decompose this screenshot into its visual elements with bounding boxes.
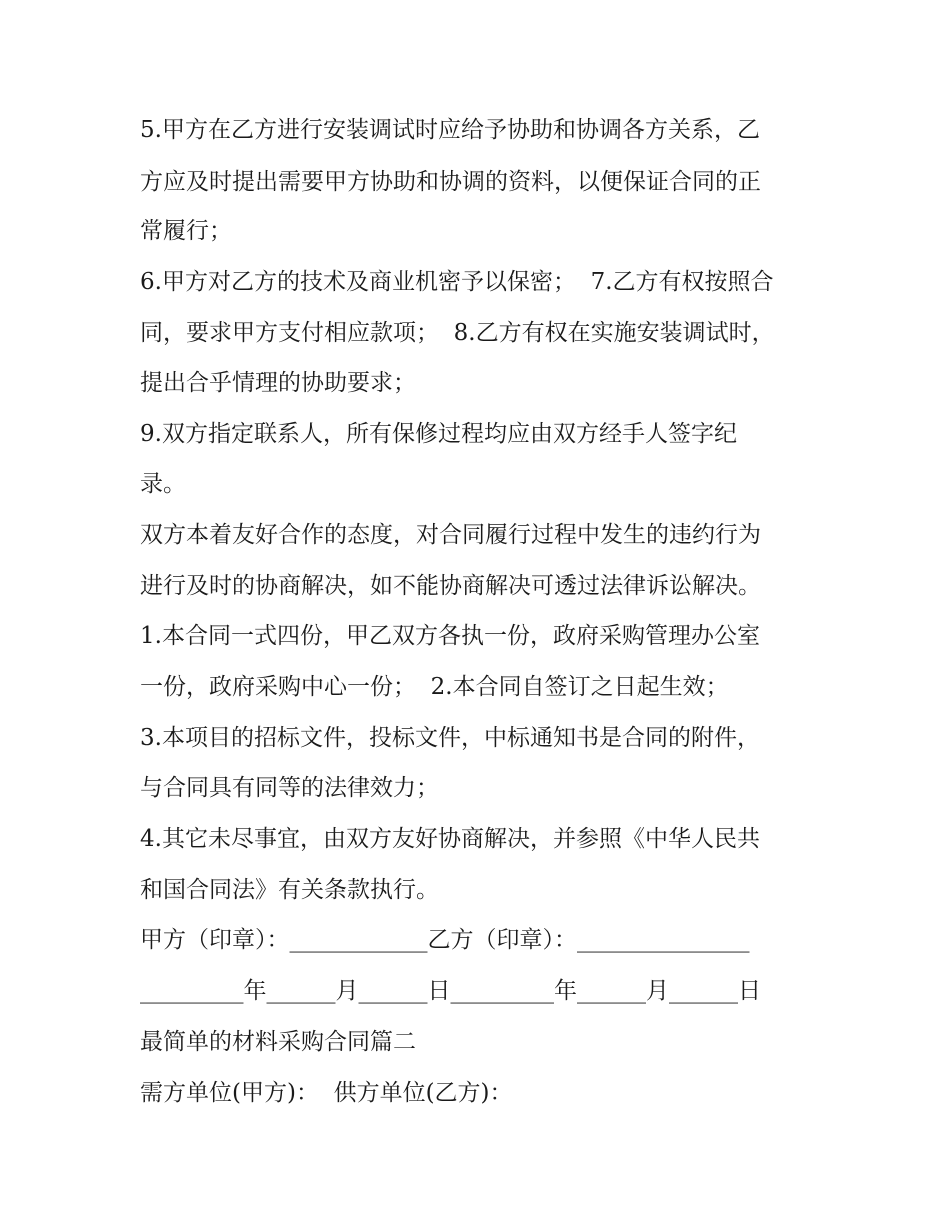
- text-line: 5.甲方在乙方进行安装调试时应给予协助和协调各方关系，乙: [140, 117, 760, 143]
- text-line: 需方单位(甲方)： 供方单位(乙方)：: [140, 1080, 513, 1106]
- text-line: 同，要求甲方支付相应款项； 8.乙方有权在实施安装调试时，: [140, 320, 775, 346]
- text-line: 提出合乎情理的协助要求；: [140, 370, 416, 396]
- text-line: 录。: [140, 471, 186, 497]
- text-line: 6.甲方对乙方的技术及商业机密予以保密； 7.乙方有权按照合: [140, 269, 774, 295]
- date-line: _________年______月______日_________年______月______日: [140, 978, 761, 1004]
- text-line: 进行及时的协商解决，如不能协商解决可透过法律诉讼解决。: [140, 573, 761, 599]
- text-line: 和国合同法》有关条款执行。: [140, 877, 439, 903]
- text-line: 9.双方指定联系人，所有保修过程均应由双方经手人签字纪: [140, 421, 737, 447]
- text-line: 方应及时提出需要甲方协助和协调的资料，以便保证合同的正: [140, 169, 761, 195]
- signature-line: 甲方（印章）：____________乙方（印章）：_______________: [140, 927, 750, 953]
- section-title: 最简单的材料采购合同篇二: [140, 1029, 416, 1055]
- text-line: 1.本合同一式四份，甲乙双方各执一份，政府采购管理办公室: [140, 623, 760, 649]
- text-line: 4.其它未尽事宜，由双方友好协商解决，并参照《中华人民共: [140, 826, 760, 852]
- text-line: 常履行；: [140, 218, 232, 244]
- text-line: 3.本项目的招标文件，投标文件，中标通知书是合同的附件，: [140, 725, 760, 751]
- text-line: 一份，政府采购中心一份； 2.本合同自签订之日起生效；: [140, 674, 729, 700]
- text-line: 双方本着友好合作的态度，对合同履行过程中发生的违约行为: [140, 522, 761, 548]
- text-line: 与合同具有同等的法律效力；: [140, 775, 439, 801]
